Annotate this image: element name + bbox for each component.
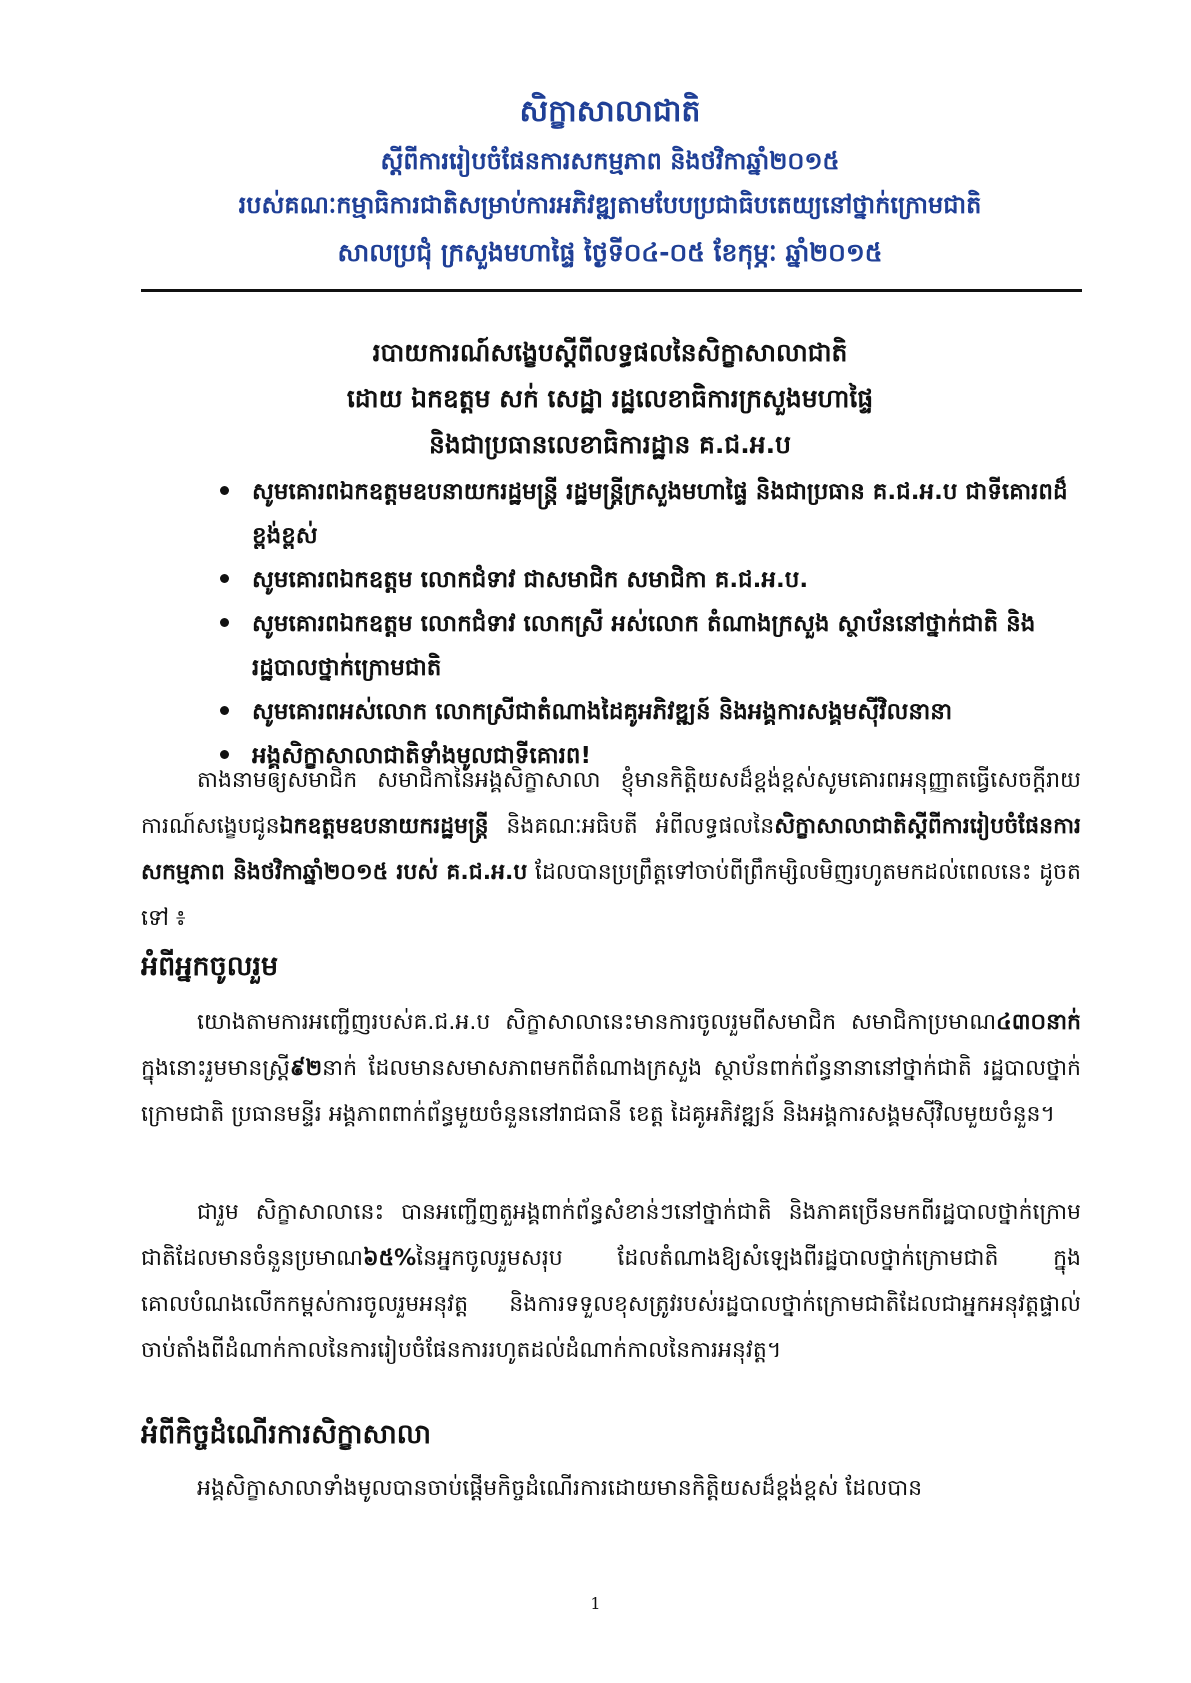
header-venue-date: សាលប្រជុំ ក្រសួងមហាផ្ទៃ ថ្ងៃទី០៤-០៥ ខែកុម្ភៈ ឆ្នាំ២០១៥: [337, 238, 883, 267]
bullet-icon: [220, 574, 229, 583]
list-item: អង្គសិក្ខាសាលាជាតិទាំងមូលជាទីគោរព!: [216, 734, 1080, 778]
list-item: សូមគោរពអស់លោក លោកស្រីជាតំណាងដៃគូអភិវឌ្ឍន៍ និងអង្គការសង្គមស៊ីវិលនានា: [216, 690, 1080, 734]
section-heading-proceedings: អំពីកិច្ចដំណើរការសិក្ខាសាលា: [141, 1419, 432, 1450]
header-organization: របស់គណៈកម្មាធិការជាតិសម្រាប់ការអភិវឌ្ឍតាមបែបប្រជាធិបតេយ្យនៅថ្នាក់ក្រោមជាតិ: [238, 191, 982, 219]
section-heading-participants: អំពីអ្នកចូលរួម: [141, 951, 279, 982]
list-item: សូមគោរពឯកឧត្តមឧបនាយករដ្ឋមន្ត្រី រដ្ឋមន្ត្រីក្រសួងមហាផ្ទៃ និងជាប្រធាន គ.ជ.អ.ប ជាទីគោរពដ៏ខ្ពង់ខ្ពស់: [216, 470, 1080, 558]
greetings-list: [216, 470, 1080, 778]
report-title: របាយការណ៍សង្ខេបស្តីពីលទ្ធផលនៃសិក្ខាសាលាជាតិ: [372, 338, 848, 367]
header-divider: [141, 289, 1082, 292]
participants-paragraph-2: ជារួម សិក្ខាសាលានេះ បានអញ្ជើញតួអង្គពាក់ព័ន្ធសំខាន់ៗនៅថ្នាក់ជាតិ និងភាគច្រើនមកពីរដ្ឋបាលថ្នាក់ក្រោមជាតិដែលមានចំនួនប្រមាណ៦៥%នៃអ្នកចូលរួមសរុប ដែលតំណាងឱ្យសំឡេងពីរដ្ឋបាលថ្នាក់ក្រោមជាតិ ក្នុងគោលបំណងលើកកម្ពស់ការចូលរួមអនុវត្ត និងការទទួលខុសត្រូវរបស់រដ្ឋបាលថ្នាក់ក្រោមជាតិដែលជាអ្នកអនុវត្តផ្ទាល់ ចាប់តាំងពីដំណាក់កាលនៃការរៀបចំផែនការរហូតដល់ដំណាក់កាលនៃការអនុវត្ត។: [141, 1200, 1081, 1363]
intro-paragraph: តាងនាមឲ្យសមាជិក សមាជិកានៃអង្គសិក្ខាសាលា ខ្ញុំមានកិត្តិយសដ៏ខ្ពង់ខ្ពស់សូមគោរពអនុញ្ញាតធ្វើសេចក្តីរាយការណ៍សង្ខេបជូនឯកឧត្តមឧបនាយករដ្ឋមន្ត្រី និងគណៈអធិបតី អំពីលទ្ធផលនៃសិក្ខាសាលាជាតិស្តីពីការរៀបចំផែនការសកម្មភាព និងថវិកាឆ្នាំ២០១៥ របស់ គ.ជ.អ.ប ដែលបានប្រព្រឹត្តទៅចាប់ពីព្រឹកម្សិលមិញរហូតមកដល់ពេលនេះ ដូចតទៅ ៖: [141, 768, 1081, 931]
page-number: 1: [590, 1594, 601, 1613]
bullet-icon: [220, 618, 229, 627]
participants-paragraph-1: យោងតាមការអញ្ជើញរបស់គ.ជ.អ.ប សិក្ខាសាលានេះមានការចូលរួមពីសមាជិក សមាជិកាប្រមាណ៤៣០នាក់ ក្នុងនោះរួមមានស្ត្រី៩២នាក់ ដែលមានសមាសភាពមកពីតំណាងក្រសួង ស្ថាប័នពាក់ព័ន្ធនានានៅថ្នាក់ជាតិ រដ្ឋបាលថ្នាក់ក្រោមជាតិ ប្រធានមន្ទីរ អង្គភាពពាក់ព័ន្ធមួយចំនួននៅរាជធានី ខេត្ត ដៃគូអភិវឌ្ឍន៍ និងអង្គការសង្គមស៊ីវិលមួយចំនួន។: [141, 1010, 1081, 1127]
proceedings-paragraph: អង្គសិក្ខាសាលាទាំងមូលបានចាប់ផ្តើមកិច្ចដំណើរការដោយមានកិត្តិយសដ៏ខ្ពង់ខ្ពស់ ដែលបាន: [197, 1476, 923, 1501]
header-title: សិក្ខាសាលាជាតិ: [519, 94, 701, 129]
bullet-icon: [220, 706, 229, 715]
bullet-icon: [220, 486, 229, 495]
list-item: សូមគោរពឯកឧត្តម លោកជំទាវ លោកស្រី អស់លោក តំណាងក្រសួង ស្ថាប័ននៅថ្នាក់ជាតិ និងរដ្ឋបាលថ្នាក់ក្រោមជាតិ: [216, 602, 1080, 690]
report-author: ដោយ ឯកឧត្តម សក់ សេដ្ឋា រដ្ឋលេខាធិការក្រសួងមហាផ្ទៃ: [346, 384, 874, 413]
header-subtitle: ស្តីពីការរៀបចំផែនការសកម្មភាព និងថវិកាឆ្នាំ២០១៥: [380, 147, 840, 175]
list-item: សូមគោរពឯកឧត្តម លោកជំទាវ ជាសមាជិក សមាជិកា គ.ជ.អ.ប.: [216, 558, 1080, 602]
report-author-role: និងជាប្រធានលេខាធិការដ្ឋាន គ.ជ.អ.ប: [428, 430, 792, 459]
